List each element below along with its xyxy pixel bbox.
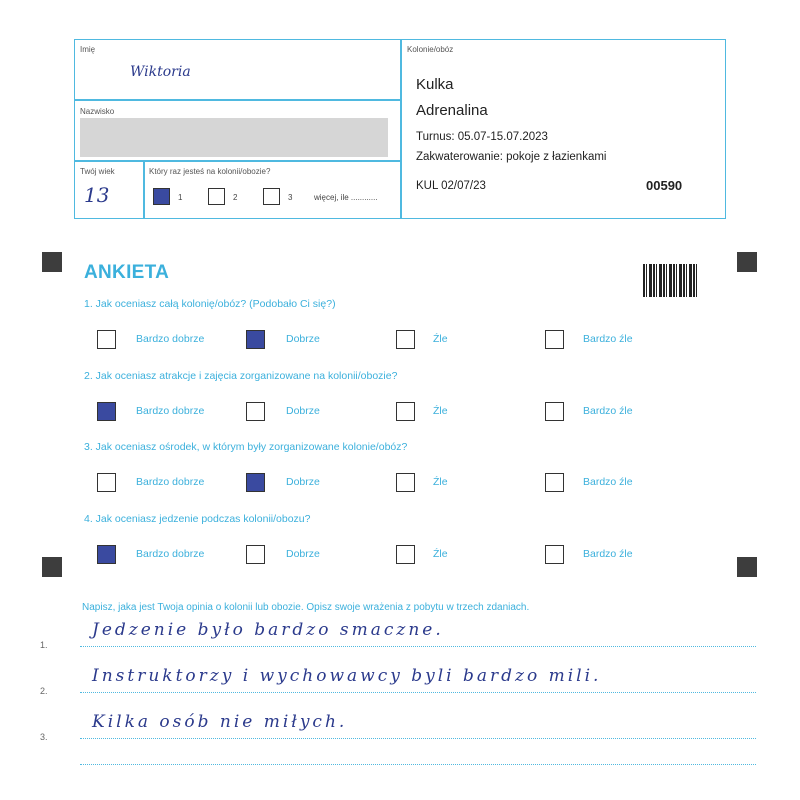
ktory-raz-2-label: 2 (233, 193, 238, 202)
opinion-ruled-line (80, 692, 756, 693)
wiek-value[interactable]: 13 (84, 183, 110, 207)
question-2-option-3-checkbox[interactable] (396, 402, 415, 421)
nazwisko-label: Nazwisko (80, 107, 115, 116)
question-4-option-4-checkbox[interactable] (545, 545, 564, 564)
question-3-option-3-checkbox[interactable] (396, 473, 415, 492)
question-1-option-4-checkbox[interactable] (545, 330, 564, 349)
ktory-raz-3-label: 3 (288, 193, 293, 202)
question-1-option-3-label: Źle (433, 333, 448, 345)
question-3-option-4-checkbox[interactable] (545, 473, 564, 492)
question-3-option-2-checkbox[interactable] (246, 473, 265, 492)
ktory-raz-label: Który raz jesteś na kolonii/obozie? (149, 167, 271, 176)
opinion-ruled-line (80, 738, 756, 739)
imie-value[interactable]: Wiktoria (130, 64, 191, 80)
kolonie-name-2: Adrenalina (416, 102, 488, 119)
question-4-option-3-checkbox[interactable] (396, 545, 415, 564)
question-3-option-2-label: Dobrze (286, 476, 320, 488)
opinion-ruled-line (80, 646, 756, 647)
question-4-option-2-label: Dobrze (286, 548, 320, 560)
question-2-option-2-label: Dobrze (286, 405, 320, 417)
header-divider (400, 39, 402, 219)
opinion-line-3-text[interactable]: Kilka osób nie miłych. (92, 712, 348, 732)
wiek-label: Twój wiek (80, 167, 115, 176)
question-4-option-1-checkbox[interactable] (97, 545, 116, 564)
opinion-line-number: 2. (40, 686, 48, 696)
code-text: KUL 02/07/23 (416, 180, 486, 192)
kolonie-name-1: Kulka (416, 76, 454, 93)
opinion-line-number: 1. (40, 640, 48, 650)
opinion-prompt: Napisz, jaka jest Twoja opinia o kolonii lub obozie. Opisz swoje wrażenia z pobytu w trzech zdaniach. (82, 602, 530, 613)
question-3-option-1-label: Bardzo dobrze (136, 476, 205, 488)
ktory-raz-3-checkbox[interactable] (263, 188, 280, 205)
header-col-divider (143, 160, 145, 219)
imie-label: Imię (80, 45, 96, 54)
turnus-text: Turnus: 05.07-15.07.2023 (416, 131, 548, 143)
kolonie-label: Kolonie/obóz (407, 45, 454, 54)
survey-title: ANKIETA (84, 262, 170, 283)
question-1-option-3-checkbox[interactable] (396, 330, 415, 349)
zakwaterowanie-text: Zakwaterowanie: pokoje z łazienkami (416, 151, 607, 163)
ktory-raz-2-checkbox[interactable] (208, 188, 225, 205)
question-3-option-3-label: Źle (433, 476, 448, 488)
question-1-option-2-checkbox[interactable] (246, 330, 265, 349)
question-2-option-4-checkbox[interactable] (545, 402, 564, 421)
ktory-raz-1-label: 1 (178, 193, 183, 202)
question-2-option-2-checkbox[interactable] (246, 402, 265, 421)
header-row-divider (74, 99, 401, 101)
opinion-line-2-text[interactable]: Instruktorzy i wychowawcy byli bardzo mili. (92, 666, 602, 686)
question-1-option-4-label: Bardzo źle (583, 333, 633, 345)
header-row-divider (74, 160, 401, 162)
question-4-option-3-label: Źle (433, 548, 448, 560)
question-4-text: 4. Jak oceniasz jedzenie podczas kolonii/obozu? (84, 513, 311, 525)
question-2-text: 2. Jak oceniasz atrakcje i zajęcia zorganizowane na kolonii/obozie? (84, 370, 398, 382)
question-1-option-2-label: Dobrze (286, 333, 320, 345)
ktory-raz-1-checkbox[interactable] (153, 188, 170, 205)
question-3-option-4-label: Bardzo źle (583, 476, 633, 488)
nazwisko-redacted (80, 118, 388, 157)
question-3-option-1-checkbox[interactable] (97, 473, 116, 492)
registration-mark (42, 252, 62, 272)
question-1-option-1-checkbox[interactable] (97, 330, 116, 349)
question-2-option-1-checkbox[interactable] (97, 402, 116, 421)
question-1-option-1-label: Bardzo dobrze (136, 333, 205, 345)
ktory-raz-more: więcej, ile ............ (314, 193, 378, 202)
question-2-option-4-label: Bardzo źle (583, 405, 633, 417)
registration-mark (737, 557, 757, 577)
registration-mark (737, 252, 757, 272)
opinion-line-1-text[interactable]: Jedzenie było bardzo smaczne. (92, 620, 444, 640)
question-4-option-2-checkbox[interactable] (246, 545, 265, 564)
barcode (643, 264, 699, 297)
opinion-ruled-line (80, 764, 756, 765)
registration-mark (42, 557, 62, 577)
question-4-option-1-label: Bardzo dobrze (136, 548, 205, 560)
question-2-option-1-label: Bardzo dobrze (136, 405, 205, 417)
question-4-option-4-label: Bardzo źle (583, 548, 633, 560)
question-3-text: 3. Jak oceniasz ośrodek, w którym były zorganizowane kolonie/obóz? (84, 441, 408, 453)
question-2-option-3-label: Źle (433, 405, 448, 417)
form-number: 00590 (646, 178, 683, 193)
question-1-text: 1. Jak oceniasz całą kolonię/obóz? (Podobało Ci się?) (84, 298, 336, 310)
opinion-line-number: 3. (40, 732, 48, 742)
